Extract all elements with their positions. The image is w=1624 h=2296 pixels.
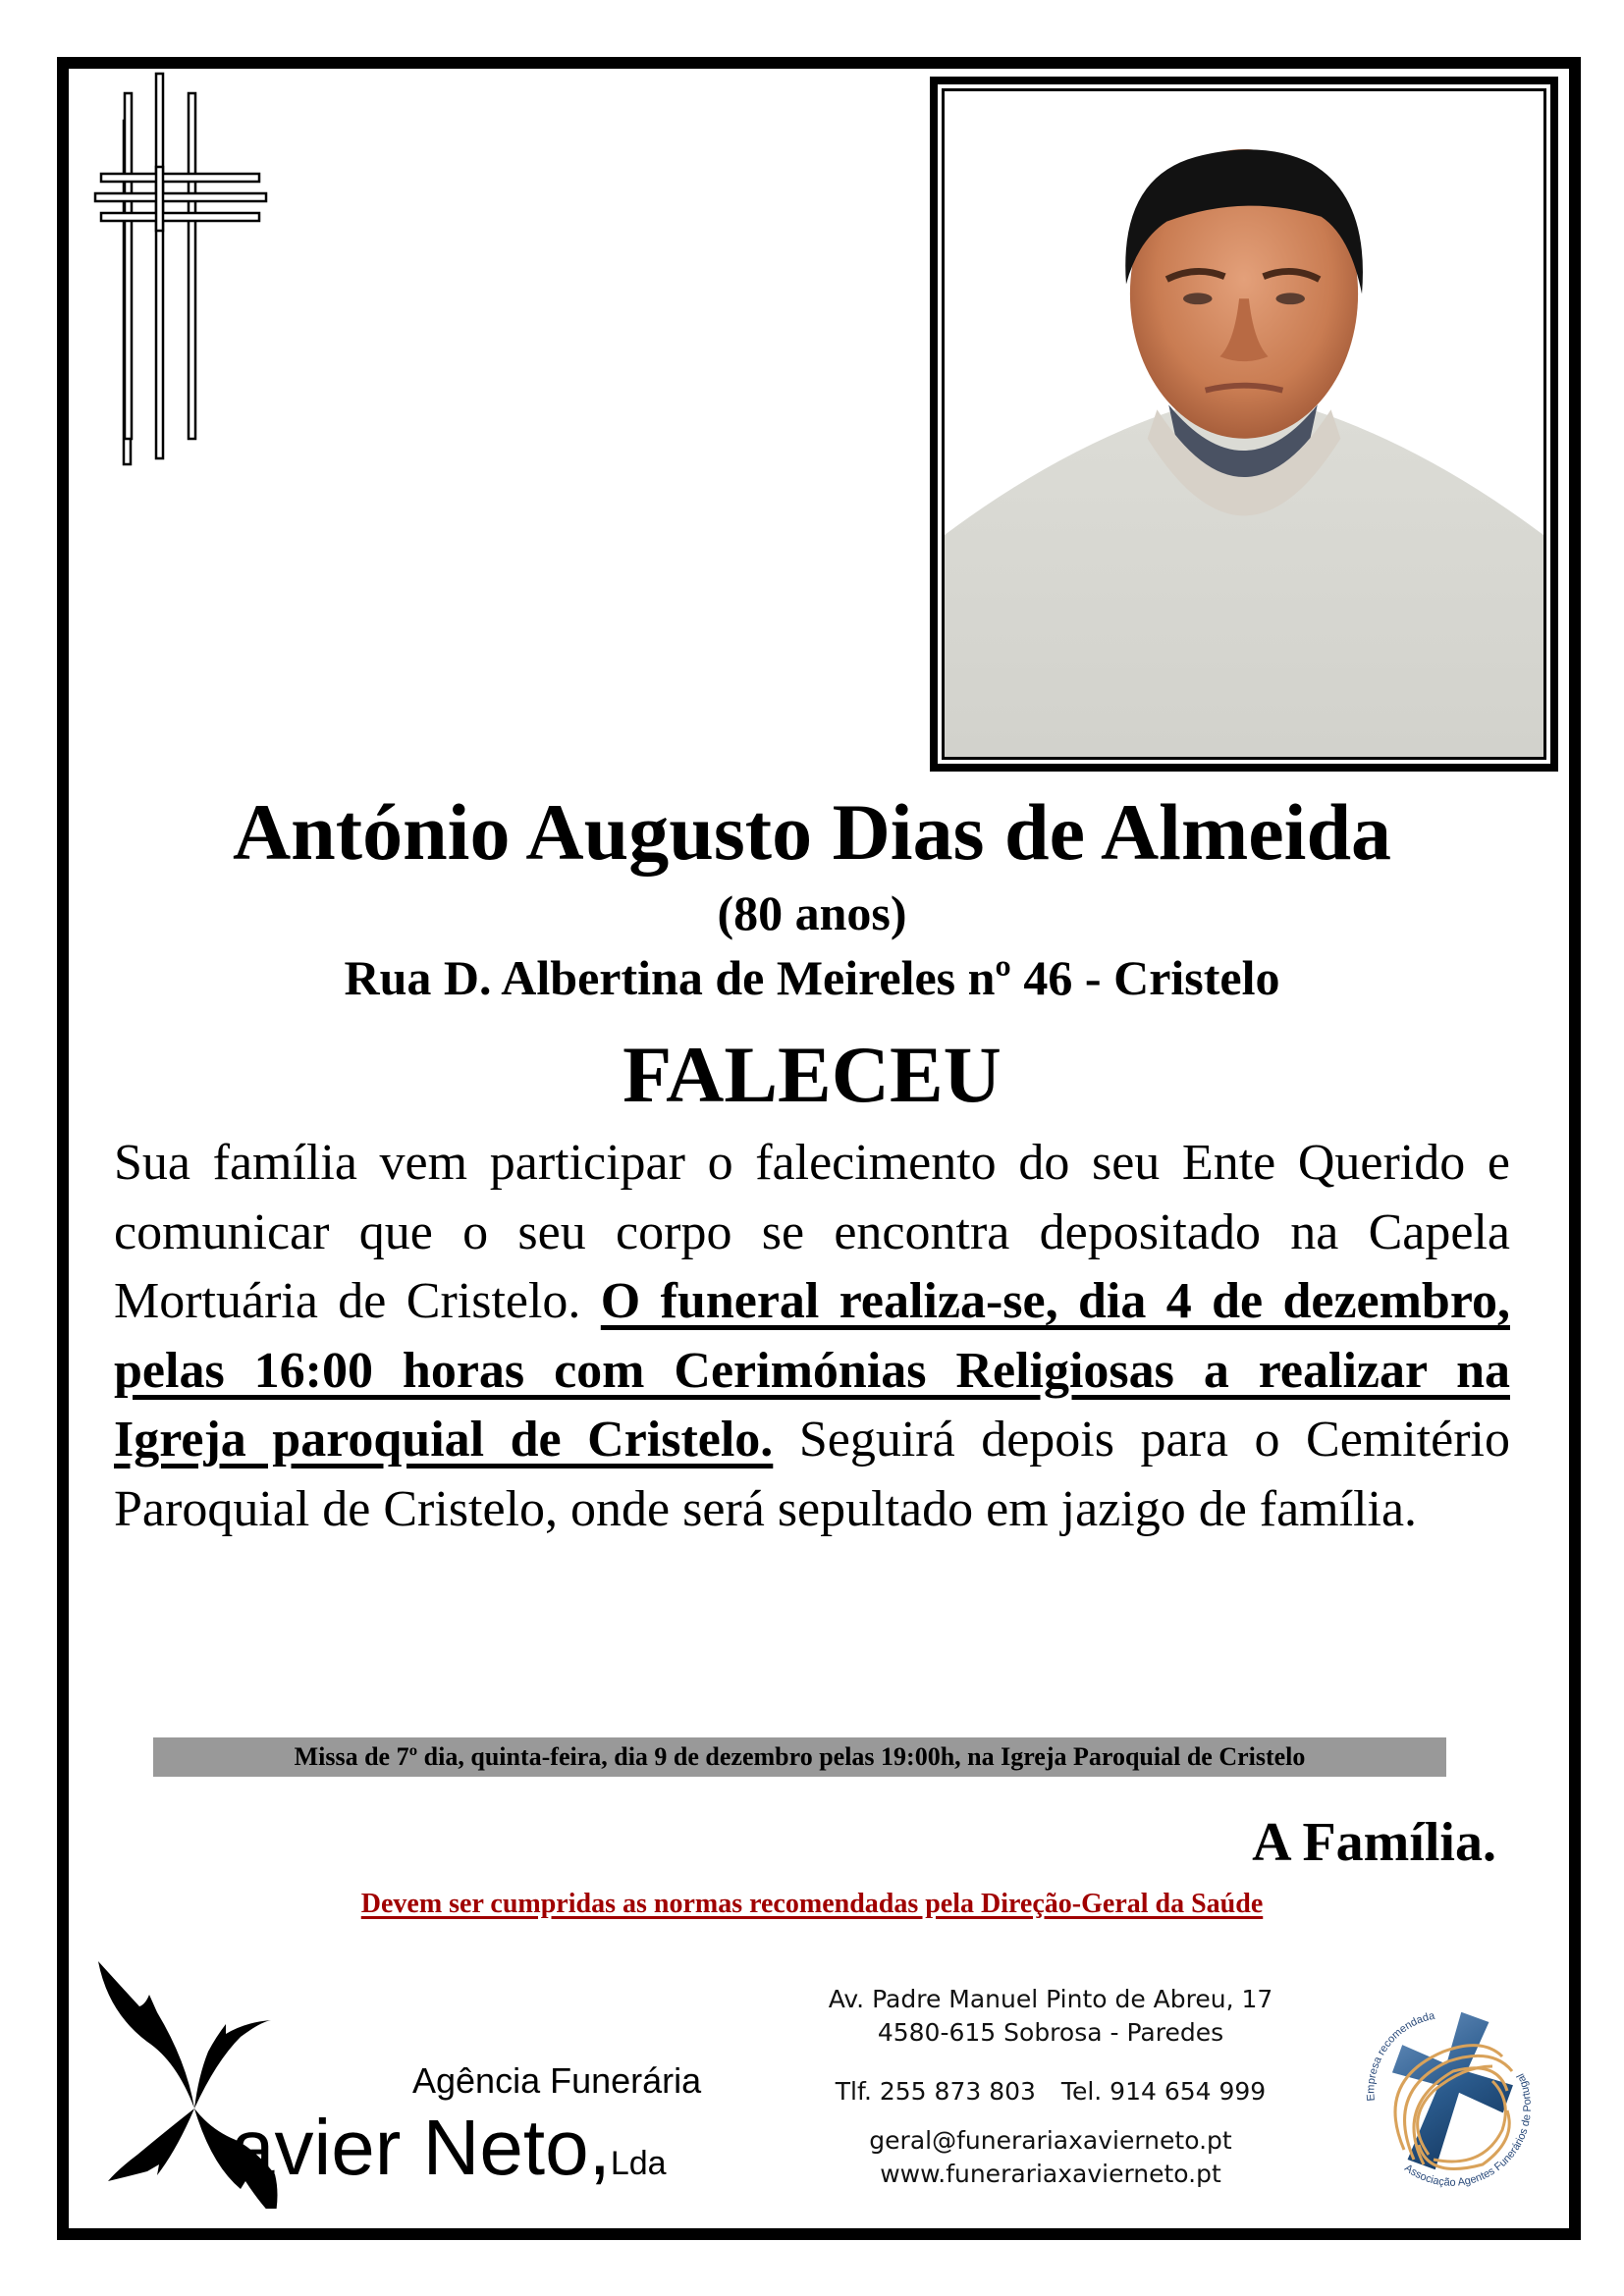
agency-name <box>231 2104 667 2208</box>
funeral-details: O funeral realiza-se, dia 4 de dezembro, pelas 16:00 horas com Cerimónias Religiosas a realizar na Igreja paroquial de Cristelo. <box>114 1273 1510 1468</box>
agency-website: www.funerariaxavierneto.pt <box>880 2160 1221 2188</box>
portrait-photo <box>942 88 1546 760</box>
agency-subtitle: Agência Funerária <box>412 2060 702 2101</box>
agency-address-line2: 4580-615 Sobrosa - Paredes <box>877 2018 1224 2047</box>
deceased-name: António Augusto Dias de Almeida <box>232 787 1392 877</box>
agency-phone-landline: Tlf. 255 873 803 <box>835 2077 1036 2106</box>
missa-notice: Missa de 7º dia, quinta-feira, dia 9 de dezembro pelas 19:00h, na Igreja Paroquial de Cristelo <box>153 1737 1446 1777</box>
announcement-body <box>114 1129 1510 1544</box>
agency-phone-mobile: Tel. 914 654 999 <box>1060 2077 1267 2106</box>
agency-name-suffix: Lda <box>610 2145 667 2182</box>
deceased-address: Rua D. Albertina de Meireles nº 46 - Cristelo <box>344 950 1280 1005</box>
svg-text:Empresa recomendada: Empresa recomendada <box>1365 2009 1436 2102</box>
cross-icon <box>93 69 319 481</box>
headline-faleceu: FALECEU <box>623 1030 1001 1119</box>
signature: A Família. <box>1252 1812 1496 1873</box>
portrait-photo-frame <box>930 77 1558 772</box>
svg-text:Associação Agentes Funerários: Associação Agentes Funerários de Portugal <box>1402 2071 1534 2189</box>
agency-name-main: avier Neto, <box>231 2104 611 2191</box>
agency-phones <box>785 2075 1316 2109</box>
deceased-age: (80 anos) <box>717 885 907 940</box>
agency-email: geral@funerariaxavierneto.pt <box>869 2126 1232 2155</box>
association-logo-icon <box>1335 1973 1551 2199</box>
body-intro: Sua família vem participar o falecimento do seu Ente Querido e comunicar que o seu corpo se encontra depositado na Capela Mortuária de Cristelo. <box>114 1135 1510 1329</box>
health-notice: Devem ser cumpridas as normas recomendadas pela Direção-Geral da Saúde <box>360 1889 1264 1919</box>
agency-address-line1: Av. Padre Manuel Pinto de Abreu, 17 <box>828 1985 1273 2013</box>
agency-contact <box>785 1983 1316 2191</box>
body-outro: Seguirá depois para o Cemitério Paroquial de Cristelo, onde será sepultado em jazigo de família. <box>114 1412 1510 1537</box>
